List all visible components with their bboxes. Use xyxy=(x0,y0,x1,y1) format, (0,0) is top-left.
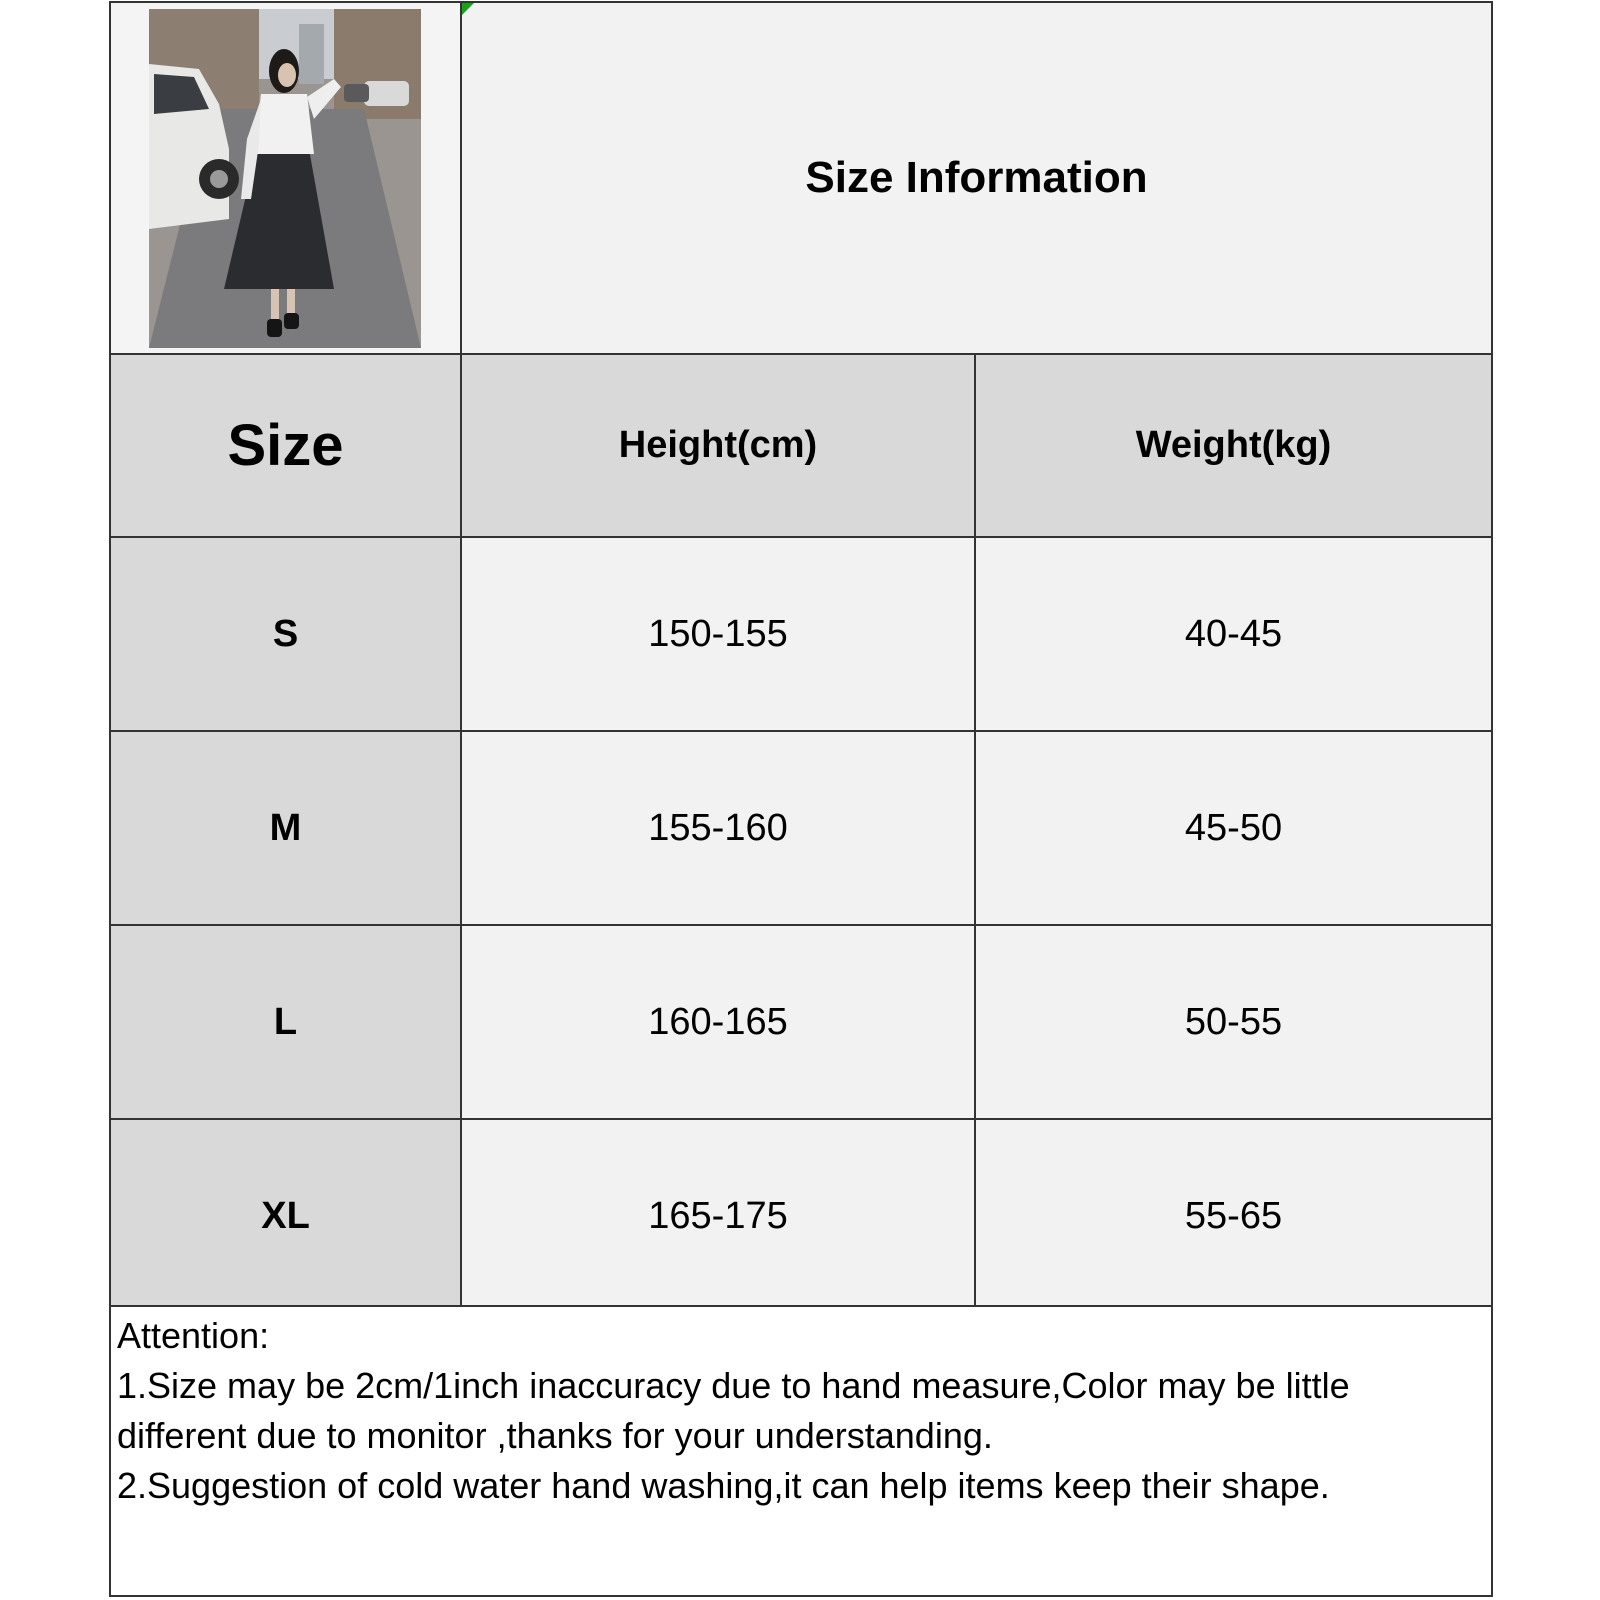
weight-cell: 55-65 xyxy=(976,1120,1491,1312)
size-cell: L xyxy=(111,926,462,1118)
header-size-label: Size xyxy=(227,413,344,478)
height-cell: 150-155 xyxy=(462,538,976,730)
table-row xyxy=(111,730,1491,924)
page-title: Size Information xyxy=(805,153,1148,202)
notes-line-2: 2.Suggestion of cold water hand washing,it can help items keep their shape. xyxy=(117,1465,1330,1506)
size-cell: M xyxy=(111,732,462,924)
product-photo xyxy=(149,9,421,348)
weight-cell: 50-55 xyxy=(976,926,1491,1118)
size-chart xyxy=(109,1,1493,1597)
table-row xyxy=(111,536,1491,730)
height-cell: 160-165 xyxy=(462,926,976,1118)
table-header-row xyxy=(111,353,1491,536)
product-photo-illustration xyxy=(149,9,421,348)
size-cell: S xyxy=(111,538,462,730)
table-row xyxy=(111,1118,1491,1312)
attention-notes xyxy=(111,1305,1491,1595)
height-cell: 165-175 xyxy=(462,1120,976,1312)
header-height-label: Height(cm) xyxy=(618,424,818,466)
header-height xyxy=(462,355,976,536)
weight-cell: 45-50 xyxy=(976,732,1491,924)
size-table xyxy=(111,353,1491,1312)
header-weight xyxy=(976,355,1491,536)
header-weight-label: Weight(kg) xyxy=(1135,424,1332,466)
photo-cell xyxy=(111,3,462,353)
notes-heading: Attention: xyxy=(117,1315,270,1356)
title-cell xyxy=(462,3,1491,353)
weight-cell: 40-45 xyxy=(976,538,1491,730)
notes-line-1: 1.Size may be 2cm/1inch inaccuracy due to hand measure,Color may be little different due to monitor ,thanks for your understanding. xyxy=(117,1365,1350,1456)
cell-marker xyxy=(462,3,474,15)
size-cell: XL xyxy=(111,1120,462,1312)
header-size xyxy=(111,355,462,536)
table-row xyxy=(111,924,1491,1118)
height-cell: 155-160 xyxy=(462,732,976,924)
